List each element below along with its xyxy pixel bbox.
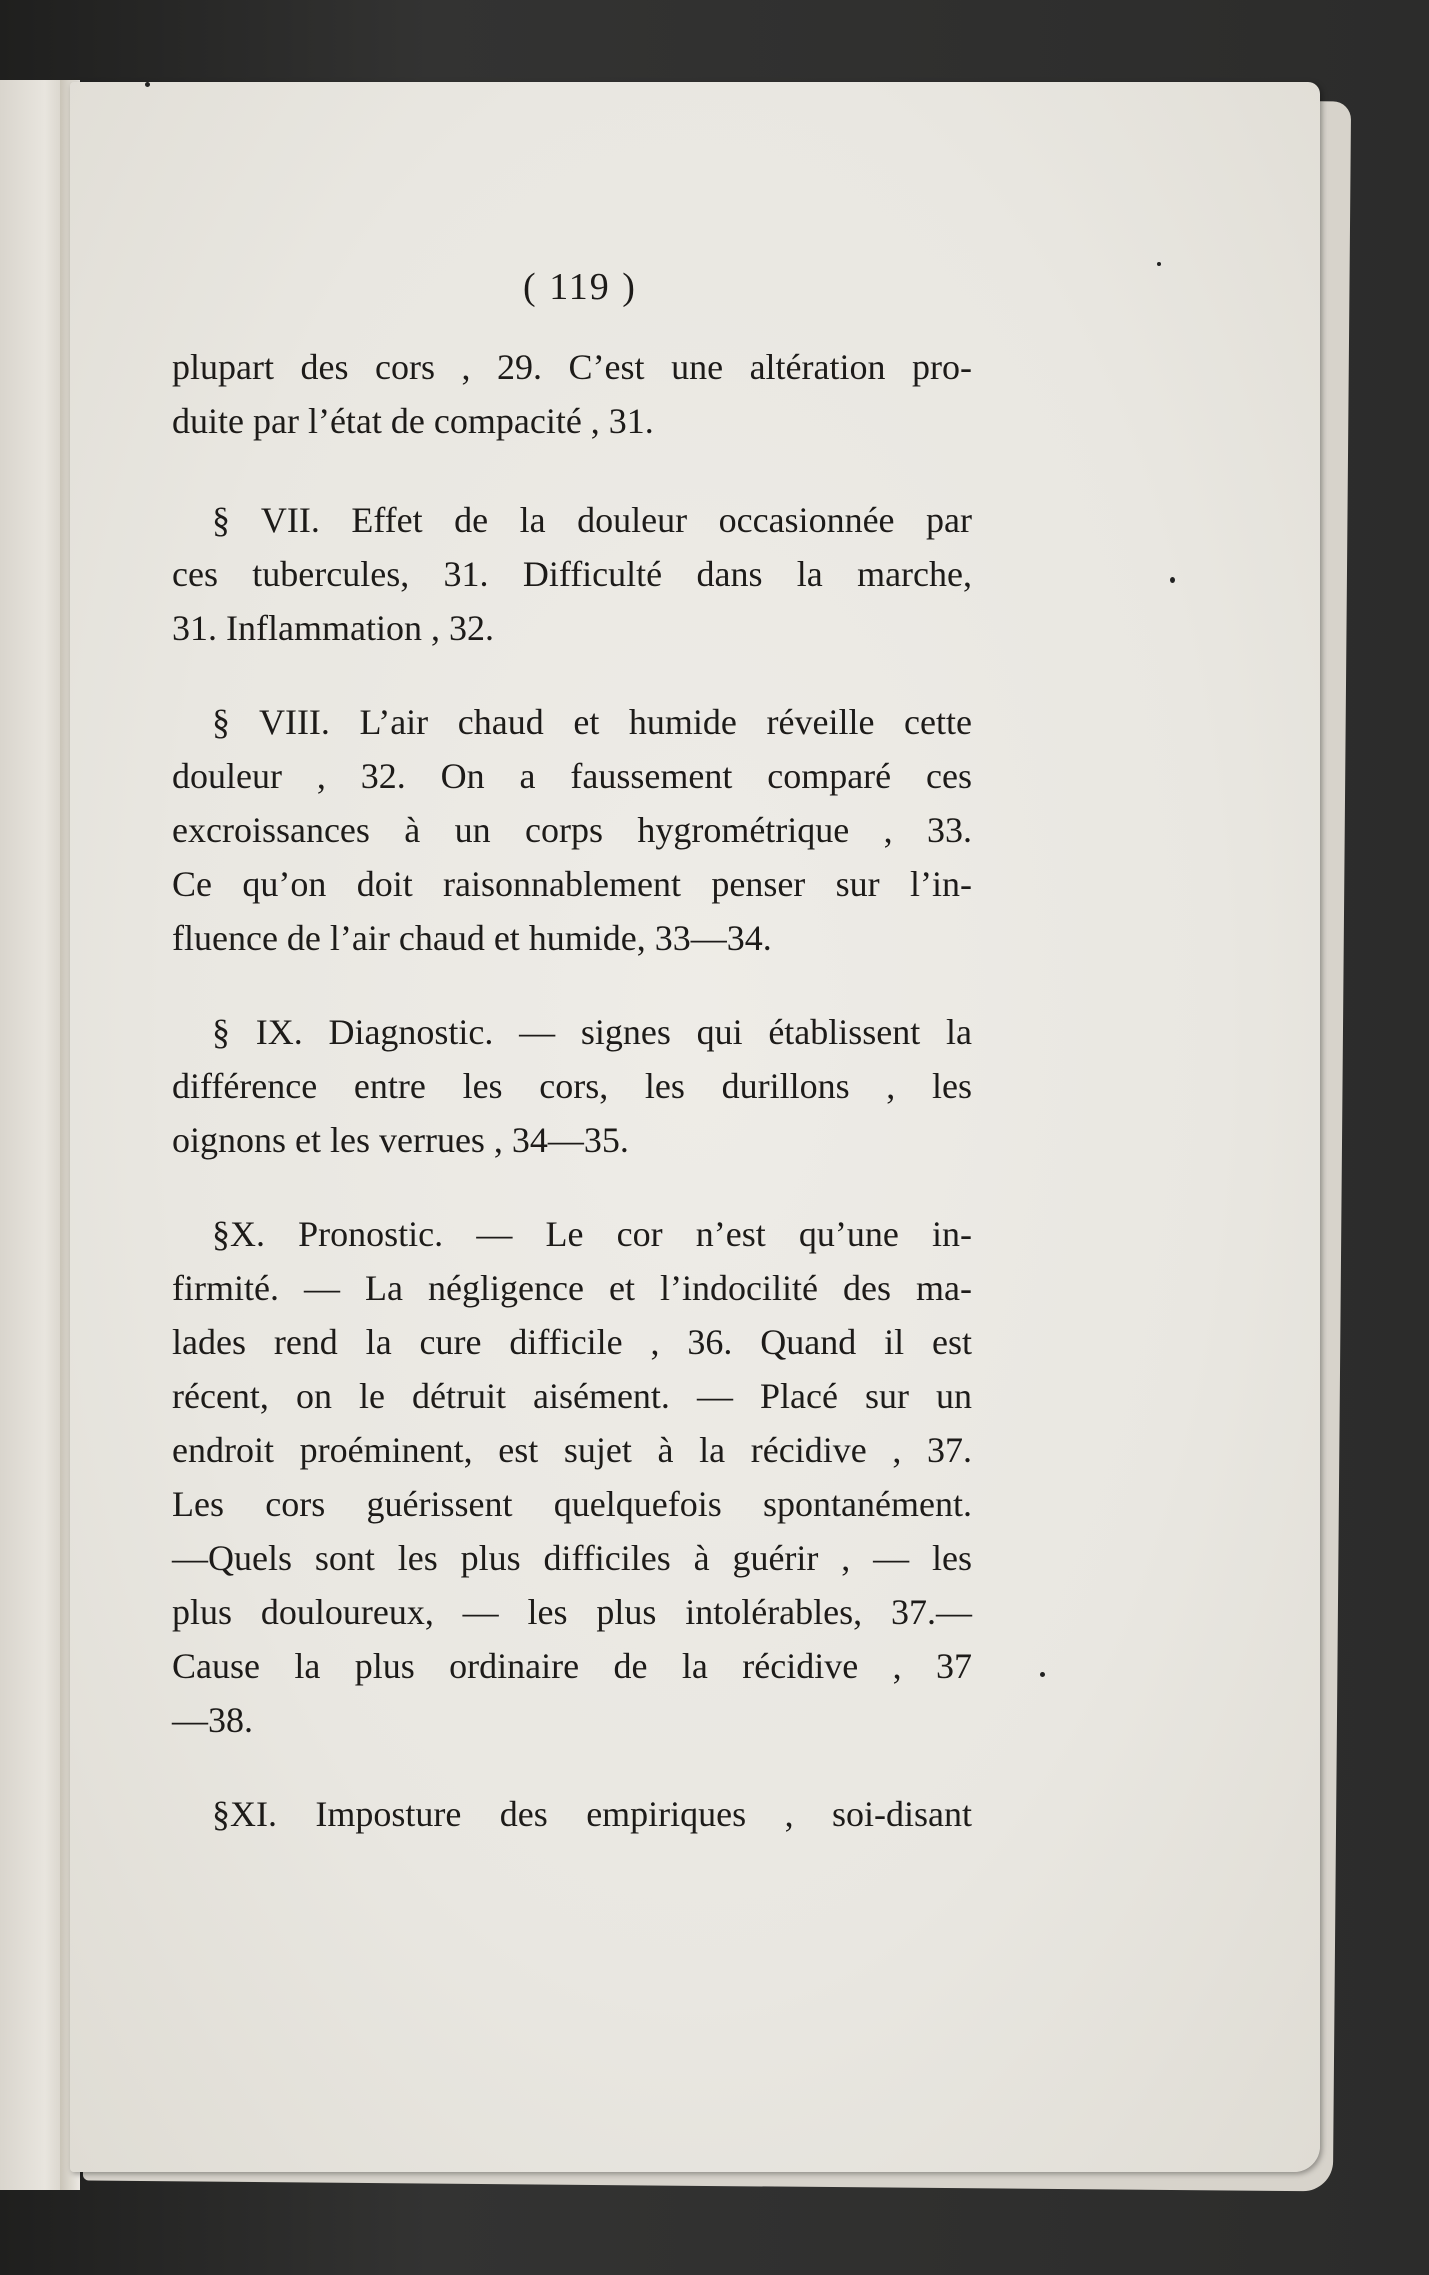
text-line: §XI. Imposture des empiriques , soi-disant — [212, 1794, 972, 1834]
text-line: Ce qu’on doit raisonnablement penser sur l’in- — [172, 864, 972, 904]
text-line: § IX. Diagnostic. — signes qui établissent la — [212, 1012, 972, 1052]
paragraph-section-viii — [172, 695, 972, 965]
paragraph-section-ix — [172, 1005, 972, 1167]
page-text — [172, 265, 972, 1881]
text-line: endroit proéminent, est sujet à la récidive , 37. — [172, 1430, 972, 1470]
text-line: Cause la plus ordinaire de la récidive , 37 — [172, 1646, 972, 1686]
text-line: Les cors guérissent quelquefois spontanément. — [172, 1484, 972, 1524]
text-line: firmité. — La négligence et l’indocilité des ma- — [172, 1268, 972, 1308]
paragraph-section-vii — [172, 493, 972, 655]
text-line: plupart des cors , 29. C’est une altération pro- — [172, 347, 972, 387]
text-line: fluence de l’air chaud et humide, 33—34. — [172, 918, 772, 958]
text-line: §X. Pronostic. — Le cor n’est qu’une in- — [212, 1214, 972, 1254]
text-line: —Quels sont les plus difficiles à guérir , — les — [172, 1538, 972, 1578]
text-line: 31. Inflammation , 32. — [172, 608, 494, 648]
text-line: excroissances à un corps hygrométrique , 33. — [172, 810, 972, 850]
text-line: lades rend la cure difficile , 36. Quand il est — [172, 1322, 972, 1362]
text-line: différence entre les cors, les durillons , les — [172, 1066, 972, 1106]
text-line: ces tubercules, 31. Difficulté dans la marche, — [172, 554, 972, 594]
text-line: douleur , 32. On a faussement comparé ces — [172, 756, 972, 796]
page-number: ( 119 ) — [523, 266, 637, 308]
paper-speck — [1157, 262, 1161, 266]
paper-speck — [1040, 1672, 1045, 1677]
text-line: oignons et les verrues , 34—35. — [172, 1120, 629, 1160]
paragraph-section-x — [172, 1207, 972, 1747]
paper-speck — [145, 82, 150, 87]
text-line: récent, on le détruit aisément. — Placé sur un — [172, 1376, 972, 1416]
paper-speck — [1170, 577, 1175, 583]
text-line: plus douloureux, — les plus intolérables, 37.— — [172, 1592, 972, 1632]
paragraph-section-xi — [172, 1787, 972, 1841]
paragraph-continuation — [172, 340, 972, 448]
text-line: —38. — [172, 1700, 253, 1740]
text-line: § VIII. L’air chaud et humide réveille cette — [212, 702, 972, 742]
text-line: duite par l’état de compacité , 31. — [172, 401, 654, 441]
text-line: § VII. Effet de la douleur occasionnée par — [212, 500, 972, 540]
